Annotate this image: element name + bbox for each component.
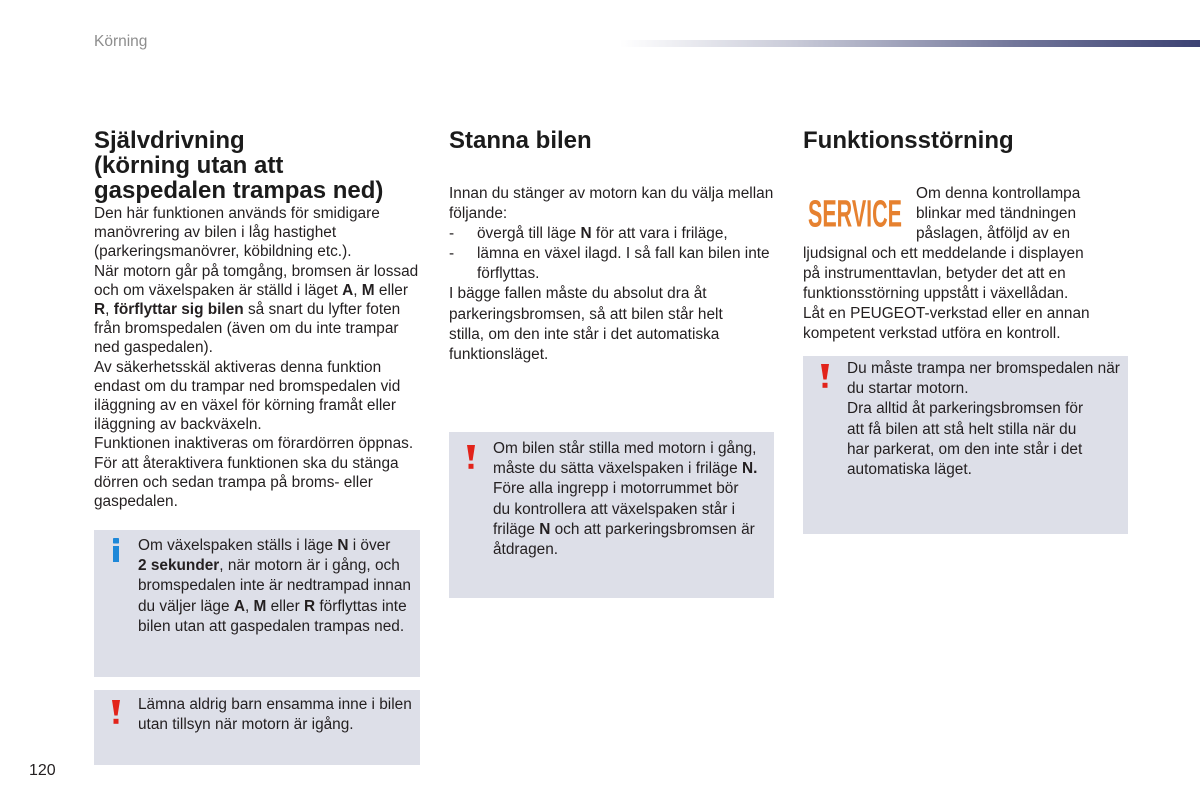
body-text-malfunction xyxy=(803,244,1090,344)
text-run: Dra alltid åt parkeringsbromsen för xyxy=(847,400,1084,418)
heading-self-driving xyxy=(94,128,383,203)
text-line xyxy=(493,540,757,560)
text-run: eller xyxy=(374,281,408,299)
text-run: så snart du lyfter foten xyxy=(243,301,401,319)
text-line xyxy=(493,520,757,540)
warning-box-text xyxy=(138,695,412,735)
warning-box-children xyxy=(94,690,420,765)
text-run: Före alla ingrepp i motorrummet bör xyxy=(493,480,739,498)
warning-box-text xyxy=(847,359,1120,480)
text-line xyxy=(94,300,418,319)
text-run: iläggning av en växel för körning framåt eller xyxy=(94,397,396,415)
text-line xyxy=(94,204,418,223)
lamp-description-text xyxy=(916,184,1080,244)
text-line xyxy=(94,262,418,281)
text-run: måste du sätta växelspaken i friläge xyxy=(493,460,742,478)
heading-stop-car xyxy=(449,128,592,153)
text-line xyxy=(94,281,418,300)
text-run: , när motorn är i gång, och xyxy=(219,557,400,575)
text-run: för att vara i friläge, xyxy=(591,225,728,243)
text-line xyxy=(94,473,418,492)
intro-text xyxy=(449,184,773,224)
heading-line: (körning utan att xyxy=(94,151,284,179)
text-run: förflyttas. xyxy=(477,265,540,283)
text-run: automatiska läget. xyxy=(847,461,972,479)
text-line xyxy=(847,460,1120,480)
list-item xyxy=(449,244,773,284)
text-run: Den här funktionen används för smidigare xyxy=(94,205,380,222)
text-line xyxy=(449,204,773,224)
text-run: (parkeringsmanövrer, köbildning etc.). xyxy=(94,243,352,261)
text-run: bilen utan att gaspedalen trampas ned. xyxy=(138,617,405,635)
text-line xyxy=(94,415,418,434)
text-run: på instrumenttavlan, betyder det att en xyxy=(803,265,1066,283)
option-list xyxy=(449,224,773,284)
text-line xyxy=(847,420,1120,440)
text-run: manövrering av bilen i låg hastighet xyxy=(94,224,337,242)
text-line xyxy=(138,576,411,596)
text-run: ljudsignal och ett meddelande i displayen xyxy=(803,245,1084,262)
text-run: du startar motorn. xyxy=(847,380,969,398)
text-run: funktionsläget. xyxy=(449,345,549,363)
text-run: att få bilen att stå helt stilla när du xyxy=(847,420,1077,438)
bold-text: A xyxy=(233,597,245,615)
text-run: förflyttas inte xyxy=(315,597,407,615)
bold-text: N xyxy=(539,520,551,538)
text-line xyxy=(477,264,770,284)
text-run: och om växelspaken är ställd i läget xyxy=(94,281,343,299)
warning-icon xyxy=(466,445,476,469)
text-line xyxy=(493,439,757,459)
text-line xyxy=(803,244,1090,264)
text-run: Innan du stänger av motorn kan du välja mellan xyxy=(449,185,774,202)
outro-text xyxy=(449,284,773,364)
text-line xyxy=(493,479,757,499)
bold-text: förflyttar sig bilen xyxy=(113,301,244,319)
header-accent-bar xyxy=(620,40,1200,47)
text-run: Om bilen står stilla med motorn i gång, xyxy=(493,440,757,457)
info-box-text xyxy=(138,536,411,637)
text-line xyxy=(94,492,418,511)
text-run: bromspedalen inte är nedtrampad innan xyxy=(138,577,411,595)
warning-icon xyxy=(820,364,830,388)
text-line xyxy=(138,715,412,735)
text-run: har parkerat, om den inte står i det xyxy=(847,440,1083,458)
text-line xyxy=(94,396,418,415)
text-line xyxy=(449,325,773,345)
text-run: parkeringsbromsen, så att bilen står helt xyxy=(449,305,723,323)
warning-icon xyxy=(111,700,121,724)
text-line xyxy=(847,359,1120,379)
text-run: åtdragen. xyxy=(493,541,559,559)
text-line xyxy=(449,184,773,204)
text-line xyxy=(916,224,1080,244)
text-run: påslagen, åtföljd av en xyxy=(916,225,1071,243)
text-line xyxy=(449,284,773,304)
text-run: eller xyxy=(266,597,304,615)
text-run: endast om du trampar ned bromspedalen vid xyxy=(94,377,401,395)
text-line xyxy=(94,338,418,357)
body-text-self-driving xyxy=(94,204,418,511)
warning-box-stop-car xyxy=(449,432,774,598)
text-line xyxy=(493,500,757,520)
heading-malfunction xyxy=(803,128,1014,153)
text-run: När motorn går på tomgång, bromsen är lossad xyxy=(94,262,419,280)
bold-text: R xyxy=(303,597,316,615)
bold-text: N. xyxy=(741,460,758,478)
text-line xyxy=(493,459,757,479)
text-run: friläge xyxy=(493,520,540,538)
heading-line: Stanna bilen xyxy=(449,126,592,154)
text-run: , xyxy=(353,281,362,299)
text-line xyxy=(94,377,418,396)
bold-text: A xyxy=(342,281,354,299)
text-run: , xyxy=(105,301,114,319)
bold-text: M xyxy=(253,597,267,615)
text-run: i över xyxy=(348,537,391,554)
text-run: följande: xyxy=(449,205,508,223)
heading-line: Funktionsstörning xyxy=(803,126,1014,154)
text-line xyxy=(477,244,770,264)
text-run: , xyxy=(244,597,254,615)
text-line xyxy=(138,617,411,637)
list-item-text xyxy=(477,244,770,284)
text-run: blinkar med tändningen xyxy=(916,205,1077,223)
warning-box-malfunction xyxy=(803,356,1128,534)
bold-text: 2 sekunder xyxy=(138,557,220,575)
text-run: du väljer läge xyxy=(138,597,234,615)
text-run: Om denna kontrollampa xyxy=(916,185,1081,202)
text-line xyxy=(449,305,773,325)
list-item xyxy=(449,224,773,244)
text-run: funktionsstörning uppstått i växellådan. xyxy=(803,285,1069,303)
text-line xyxy=(94,454,418,473)
text-run: Låt en PEUGEOT-verkstad eller en annan xyxy=(803,305,1090,323)
text-line xyxy=(94,242,418,261)
text-line xyxy=(916,184,1080,204)
info-icon xyxy=(111,538,121,562)
text-line xyxy=(847,440,1120,460)
text-line xyxy=(94,358,418,377)
text-line xyxy=(803,304,1090,324)
text-line xyxy=(847,379,1120,399)
text-run: Funktionen inaktiveras om förardörren öppnas. xyxy=(94,435,414,453)
heading-line: gaspedalen trampas ned) xyxy=(94,176,384,204)
text-line xyxy=(477,224,728,244)
text-run: lämna en växel ilagd. I så fall kan bilen inte xyxy=(477,245,770,263)
text-run: utan tillsyn när motorn är igång. xyxy=(138,716,354,734)
text-run: Om växelspaken ställs i läge xyxy=(138,537,338,554)
text-line xyxy=(803,284,1090,304)
text-run: från bromspedalen (även om du inte trampar xyxy=(94,320,399,338)
list-bullet: - xyxy=(449,225,455,243)
warning-box-text xyxy=(493,439,757,560)
info-box-self-driving xyxy=(94,530,420,677)
text-run: I bägge fallen måste du absolut dra åt xyxy=(449,285,707,303)
text-run: ned gaspedalen). xyxy=(94,339,213,357)
bold-text: R xyxy=(94,301,106,319)
text-line xyxy=(916,204,1080,224)
text-run: övergå till läge xyxy=(477,225,581,243)
text-run: du kontrollera att växelspaken står i xyxy=(493,500,736,518)
text-line xyxy=(847,399,1120,419)
text-line xyxy=(803,264,1090,284)
bold-text: M xyxy=(361,281,375,299)
text-line xyxy=(138,597,411,617)
text-run: För att återaktivera funktionen ska du stänga xyxy=(94,454,399,472)
text-line xyxy=(94,319,418,338)
text-run: dörren och sedan trampa på broms- eller xyxy=(94,473,373,491)
text-line xyxy=(94,434,418,453)
text-run: Du måste trampa ner bromspedalen när xyxy=(847,360,1120,377)
text-run: stilla, om den inte står i det automatiska xyxy=(449,325,720,343)
text-run: kompetent verkstad utföra en kontroll. xyxy=(803,325,1061,343)
text-run: Lämna aldrig barn ensamma inne i bilen xyxy=(138,696,412,713)
service-warning-lamp-icon xyxy=(808,197,903,228)
text-run: och att parkeringsbromsen är xyxy=(550,520,755,538)
text-run: iläggning av backväxeln. xyxy=(94,416,262,434)
text-line xyxy=(138,536,411,556)
list-item-text xyxy=(477,224,728,244)
text-line xyxy=(94,223,418,242)
text-line xyxy=(449,345,773,365)
bold-text: N xyxy=(580,225,592,243)
bold-text: N xyxy=(337,537,349,554)
text-run: Av säkerhetsskäl aktiveras denna funktion xyxy=(94,358,382,376)
body-text-stop-car xyxy=(449,184,773,365)
text-run: gaspedalen. xyxy=(94,493,178,511)
section-title: Körning xyxy=(94,33,148,50)
text-line xyxy=(803,324,1090,344)
page-number: 120 xyxy=(29,762,56,779)
service-lamp-label: SERVICE xyxy=(808,197,902,228)
heading-line: Självdrivning xyxy=(94,126,245,154)
list-bullet: - xyxy=(449,245,455,263)
text-line xyxy=(138,695,412,715)
text-line xyxy=(138,556,411,576)
